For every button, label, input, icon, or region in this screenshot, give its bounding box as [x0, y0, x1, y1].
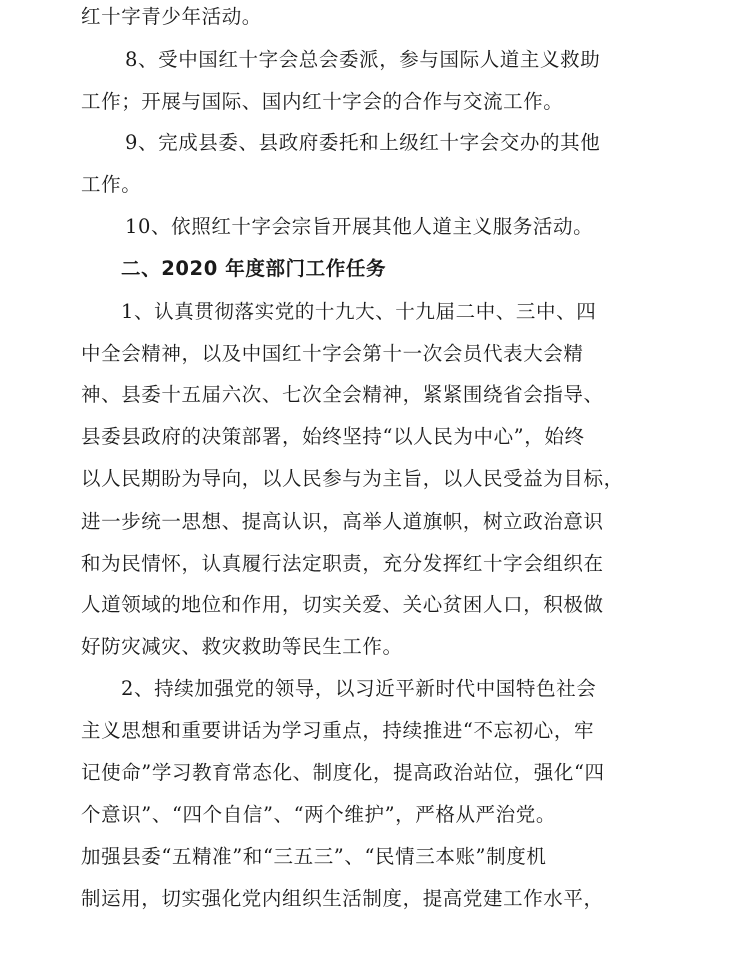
text-line: 个意识”、“四个自信”、“两个维护”，严格从严治党。	[81, 803, 556, 826]
text-line: 县委县政府的决策部署，始终坚持“以人民为中心”，始终	[81, 425, 585, 448]
text-line: 工作。	[81, 173, 142, 196]
text-line: 制运用，切实强化党内组织生活制度，提高党建工作水平，	[81, 887, 604, 910]
text-line: 好防灾减灾、救灾救助等民生工作。	[81, 635, 403, 658]
text-line: 神、县委十五届六次、七次全会精神，紧紧围绕省会指导、	[81, 383, 604, 406]
text-line: 10、依照红十字会宗旨开展其他人道主义服务活动。	[125, 215, 594, 238]
text-line: 人道领域的地位和作用，切实关爱、关心贫困人口，积极做	[81, 593, 604, 616]
text-line: 以人民期盼为导向，以人民参与为主旨，以人民受益为目标，	[81, 467, 624, 490]
text-line: 和为民情怀，认真履行法定职责，充分发挥红十字会组织在	[81, 552, 604, 575]
text-line: 2、持续加强党的领导，以习近平新时代中国特色社会	[121, 677, 597, 700]
text-line: 8、受中国红十字会总会委派，参与国际人道主义救助	[125, 48, 601, 71]
text-line: 工作；开展与国际、国内红十字会的合作与交流工作。	[81, 90, 564, 113]
text-line: 1、认真贯彻落实党的十九大、十九届二中、三中、四	[121, 300, 597, 323]
text-line: 进一步统一思想、提高认识，高举人道旗帜，树立政治意识	[81, 510, 604, 533]
text-line: 加强县委“五精准”和“三五三”、“民情三本账”制度机	[81, 845, 547, 868]
text-line: 红十字青少年活动。	[81, 5, 262, 28]
text-line: 9、完成县委、县政府委托和上级红十字会交办的其他	[125, 131, 601, 154]
text-line: 主义思想和重要讲话为学习重点，持续推进“不忘初心，牢	[81, 719, 595, 742]
text-line: 中全会精神，以及中国红十字会第十一次会员代表大会精	[81, 342, 584, 365]
section-heading: 二、2020 年度部门工作任务	[121, 257, 387, 280]
text-line: 记使命”学习教育常态化、制度化，提高政治站位，强化“四	[81, 761, 605, 784]
